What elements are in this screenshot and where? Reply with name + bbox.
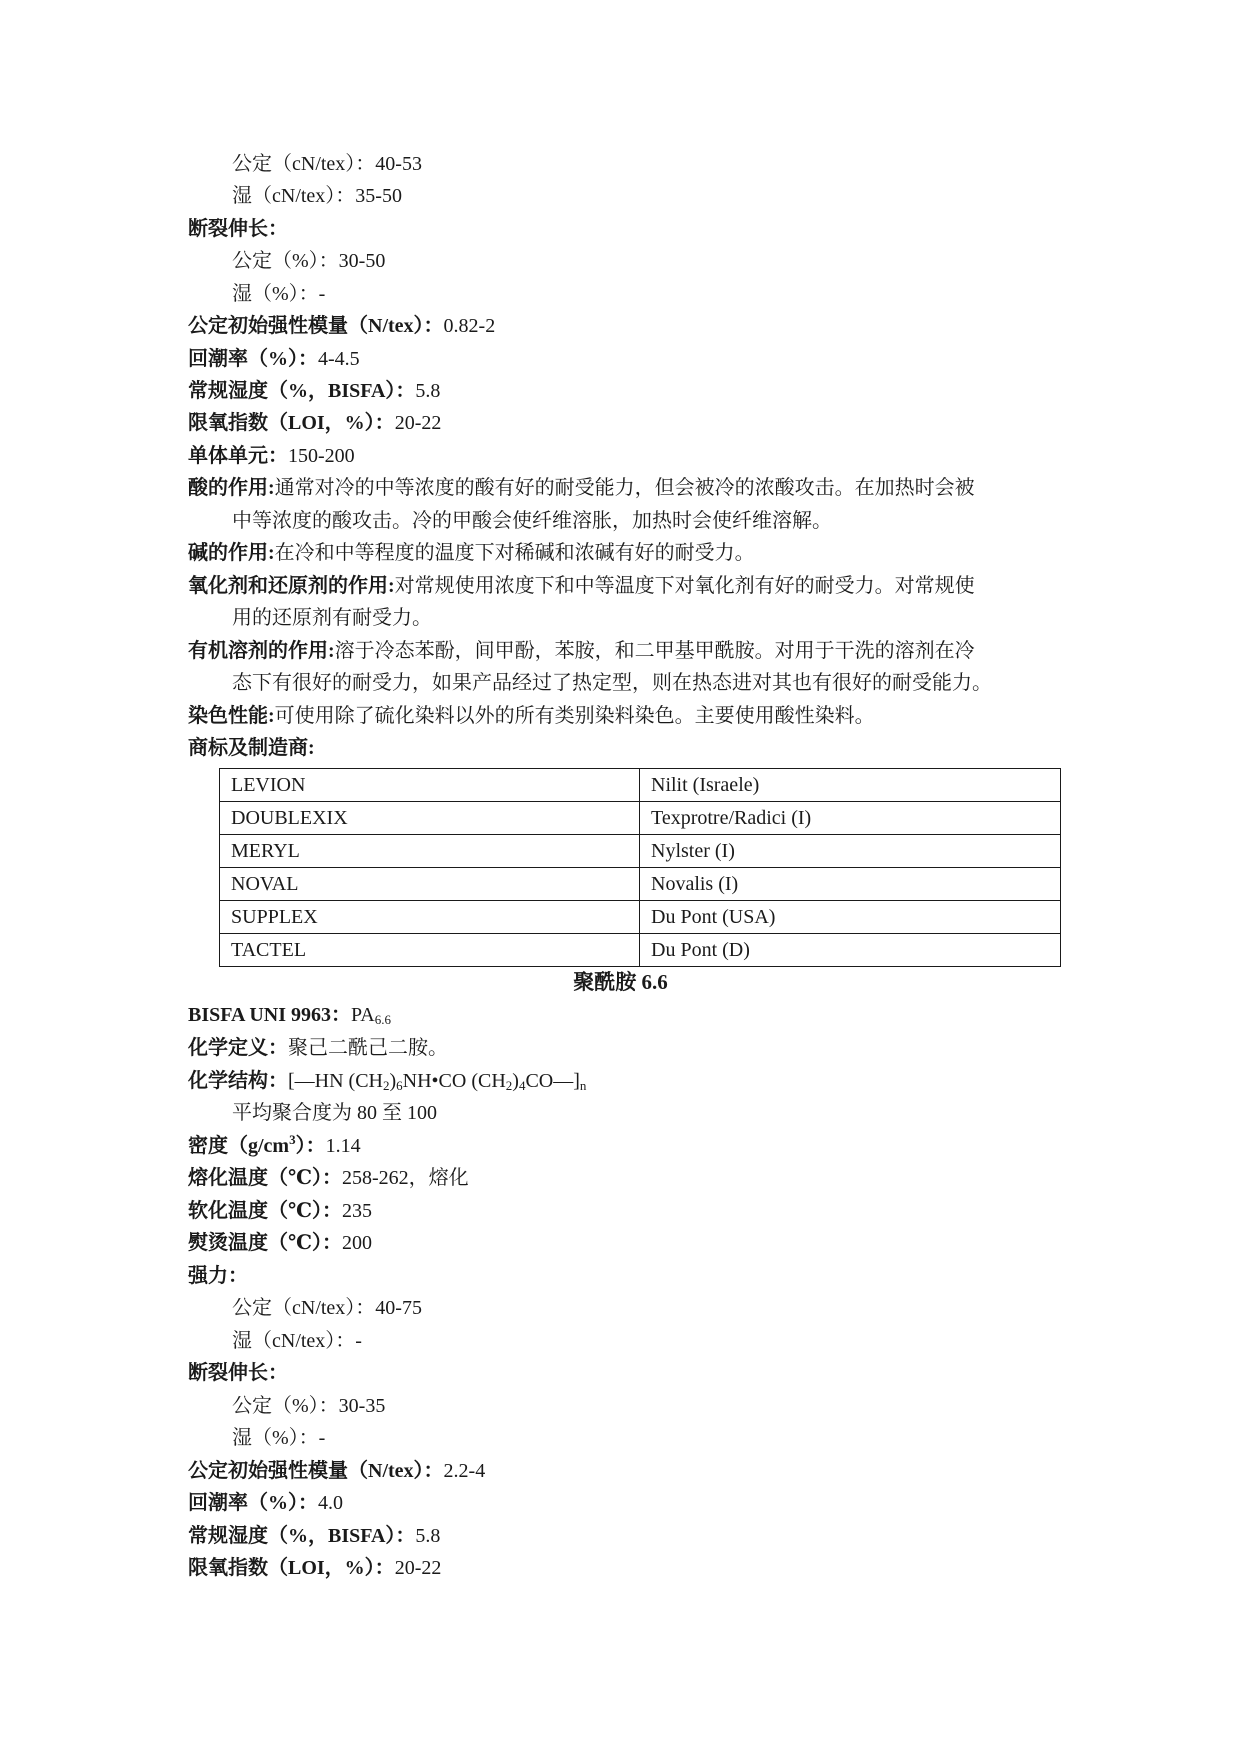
oxidant-label: 氧化剂和还原剂的作用:	[188, 575, 395, 597]
regain-line-2	[188, 1488, 343, 1518]
table-row	[220, 934, 1061, 967]
table-row	[220, 769, 1061, 802]
strength-wet-line: 湿（cN/tex）：35-50	[232, 185, 402, 207]
dye-label: 染色性能:	[188, 705, 275, 727]
melt-label: 熔化温度（℃）：	[188, 1167, 342, 1189]
ironing-line	[188, 1228, 372, 1258]
acid-line	[188, 473, 975, 503]
regain-value: 4-4.5	[318, 348, 360, 370]
strength-heading: 强力：	[188, 1265, 248, 1287]
modulus-label: 公定初始强性模量（N/tex）：	[188, 315, 444, 337]
acid-label: 酸的作用:	[188, 477, 275, 499]
density-line	[188, 1131, 361, 1161]
polymerization-line: 平均聚合度为 80 至 100	[232, 1102, 437, 1124]
bisfa-subscript: 6.6	[374, 1012, 391, 1027]
loi-line	[188, 408, 441, 438]
soften-value: 235	[341, 1200, 372, 1222]
oxidant-text: 对常规使用浓度下和中等温度下对氧化剂有好的耐受力。对常规使	[394, 575, 975, 597]
acid-text: 通常对冷的中等浓度的酸有好的耐受能力，但会被冷的浓酸攻击。在加热时会被	[274, 477, 975, 499]
definition-label: 化学定义：	[188, 1037, 288, 1059]
soften-label: 软化温度（℃）：	[188, 1200, 342, 1222]
dye-line	[188, 701, 875, 731]
monomer-label: 单体单元：	[188, 445, 288, 467]
alkali-label: 碱的作用:	[188, 542, 275, 564]
loi-value: 20-22	[394, 412, 442, 434]
moisture-label-2: 常规湿度（%，BISFA）：	[188, 1525, 416, 1547]
strength-wet-line-2: 湿（cN/tex）：-	[232, 1330, 362, 1352]
regain-line	[188, 344, 360, 374]
maker-cell: Texprotre/Radici (I)	[640, 802, 1061, 835]
structure-formula: [—HN $(CH_2)_6NH•CO$ $(CH_2)_4CO—]_n$	[288, 1070, 587, 1093]
moisture-line-2	[188, 1521, 440, 1551]
brand-cell: MERYL	[220, 835, 640, 868]
brand-cell: LEVION	[220, 769, 640, 802]
moisture-value-2: 5.8	[415, 1525, 441, 1547]
loi-line-2	[188, 1553, 441, 1583]
loi-value-2: 20-22	[394, 1557, 442, 1579]
moisture-line	[188, 376, 440, 406]
brand-cell: TACTEL	[220, 934, 640, 967]
solvent-text: 溶于冷态苯酚，间甲酚，苯胺，和二甲基甲酰胺。对用于干洗的溶剂在冷	[334, 640, 975, 662]
solvent-label: 有机溶剂的作用:	[188, 640, 335, 662]
monomer-line	[188, 441, 355, 471]
oxidant-line	[188, 571, 975, 601]
regain-value-2: 4.0	[318, 1492, 343, 1514]
solvent-line	[188, 636, 975, 666]
melt-line	[188, 1163, 469, 1193]
loi-label: 限氧指数（LOI，%）：	[188, 412, 395, 434]
bisfa-value: PA	[351, 1004, 375, 1026]
maker-cell: Nilit (Israele)	[640, 769, 1061, 802]
melt-value: 258-262，熔化	[341, 1167, 469, 1189]
maker-cell: Novalis (I)	[640, 868, 1061, 901]
modulus-value: 0.82-2	[443, 315, 496, 337]
elongation-wet-line-2: 湿（%）：-	[232, 1427, 326, 1449]
ironing-label: 熨烫温度（℃）：	[188, 1232, 342, 1254]
table-row	[220, 802, 1061, 835]
section-heading: 聚酰胺 6.6	[573, 970, 668, 994]
alkali-text: 在冷和中等程度的温度下对稀碱和浓碱有好的耐受力。	[274, 542, 755, 564]
loi-label-2: 限氧指数（LOI，%）：	[188, 1557, 395, 1579]
trademark-heading: 商标及制造商:	[188, 737, 315, 759]
definition-value: 聚己二酰己二胺。	[288, 1037, 448, 1059]
maker-cell: Nylster (I)	[640, 835, 1061, 868]
modulus-line-2	[188, 1456, 485, 1486]
table-row	[220, 835, 1061, 868]
elongation-dry-line: 公定（%）：30-50	[232, 250, 386, 272]
oxidant-line-cont: 用的还原剂有耐受力。	[232, 607, 432, 629]
density-label: 密度$(g/cm^3)$：	[188, 1132, 326, 1157]
trademark-table	[219, 768, 1061, 967]
elongation-wet-line: 湿（%）：-	[232, 283, 326, 305]
table-row	[220, 901, 1061, 934]
bisfa-line	[188, 1000, 391, 1030]
brand-cell: DOUBLEXIX	[220, 802, 640, 835]
regain-label: 回潮率（%）：	[188, 348, 318, 370]
modulus-label-2: 公定初始强性模量（N/tex）：	[188, 1460, 444, 1482]
structure-label: 化学结构：	[188, 1070, 288, 1092]
definition-line	[188, 1033, 448, 1063]
alkali-line	[188, 538, 755, 568]
brand-cell: SUPPLEX	[220, 901, 640, 934]
ironing-value: 200	[341, 1232, 372, 1254]
table-row	[220, 868, 1061, 901]
elongation-heading-2: 断裂伸长：	[188, 1362, 288, 1384]
maker-cell: Du Pont (D)	[640, 934, 1061, 967]
maker-cell: Du Pont (USA)	[640, 901, 1061, 934]
density-value: 1.14	[325, 1135, 361, 1157]
regain-label-2: 回潮率（%）：	[188, 1492, 318, 1514]
dye-text: 可使用除了硫化染料以外的所有类别染料染色。主要使用酸性染料。	[274, 705, 875, 727]
strength-dry-line: 公定（cN/tex）：40-53	[232, 153, 422, 175]
moisture-value: 5.8	[415, 380, 441, 402]
acid-line-cont: 中等浓度的酸攻击。冷的甲酸会使纤维溶胀，加热时会使纤维溶解。	[232, 510, 832, 532]
moisture-label: 常规湿度（%，BISFA）：	[188, 380, 416, 402]
modulus-line	[188, 311, 495, 341]
solvent-line-cont: 态下有很好的耐受力，如果产品经过了热定型，则在热态进对其也有很好的耐受能力。	[232, 672, 992, 694]
monomer-value: 150-200	[288, 445, 355, 467]
strength-dry-line-2: 公定（cN/tex）：40-75	[232, 1297, 422, 1319]
modulus-value-2: 2.2-4	[443, 1460, 486, 1482]
bisfa-label: BISFA UNI 9963：	[188, 1004, 351, 1026]
soften-line	[188, 1196, 372, 1226]
elongation-heading: 断裂伸长：	[188, 218, 288, 240]
brand-cell: NOVAL	[220, 868, 640, 901]
elongation-dry-line-2: 公定（%）：30-35	[232, 1395, 386, 1417]
structure-line	[188, 1066, 586, 1096]
